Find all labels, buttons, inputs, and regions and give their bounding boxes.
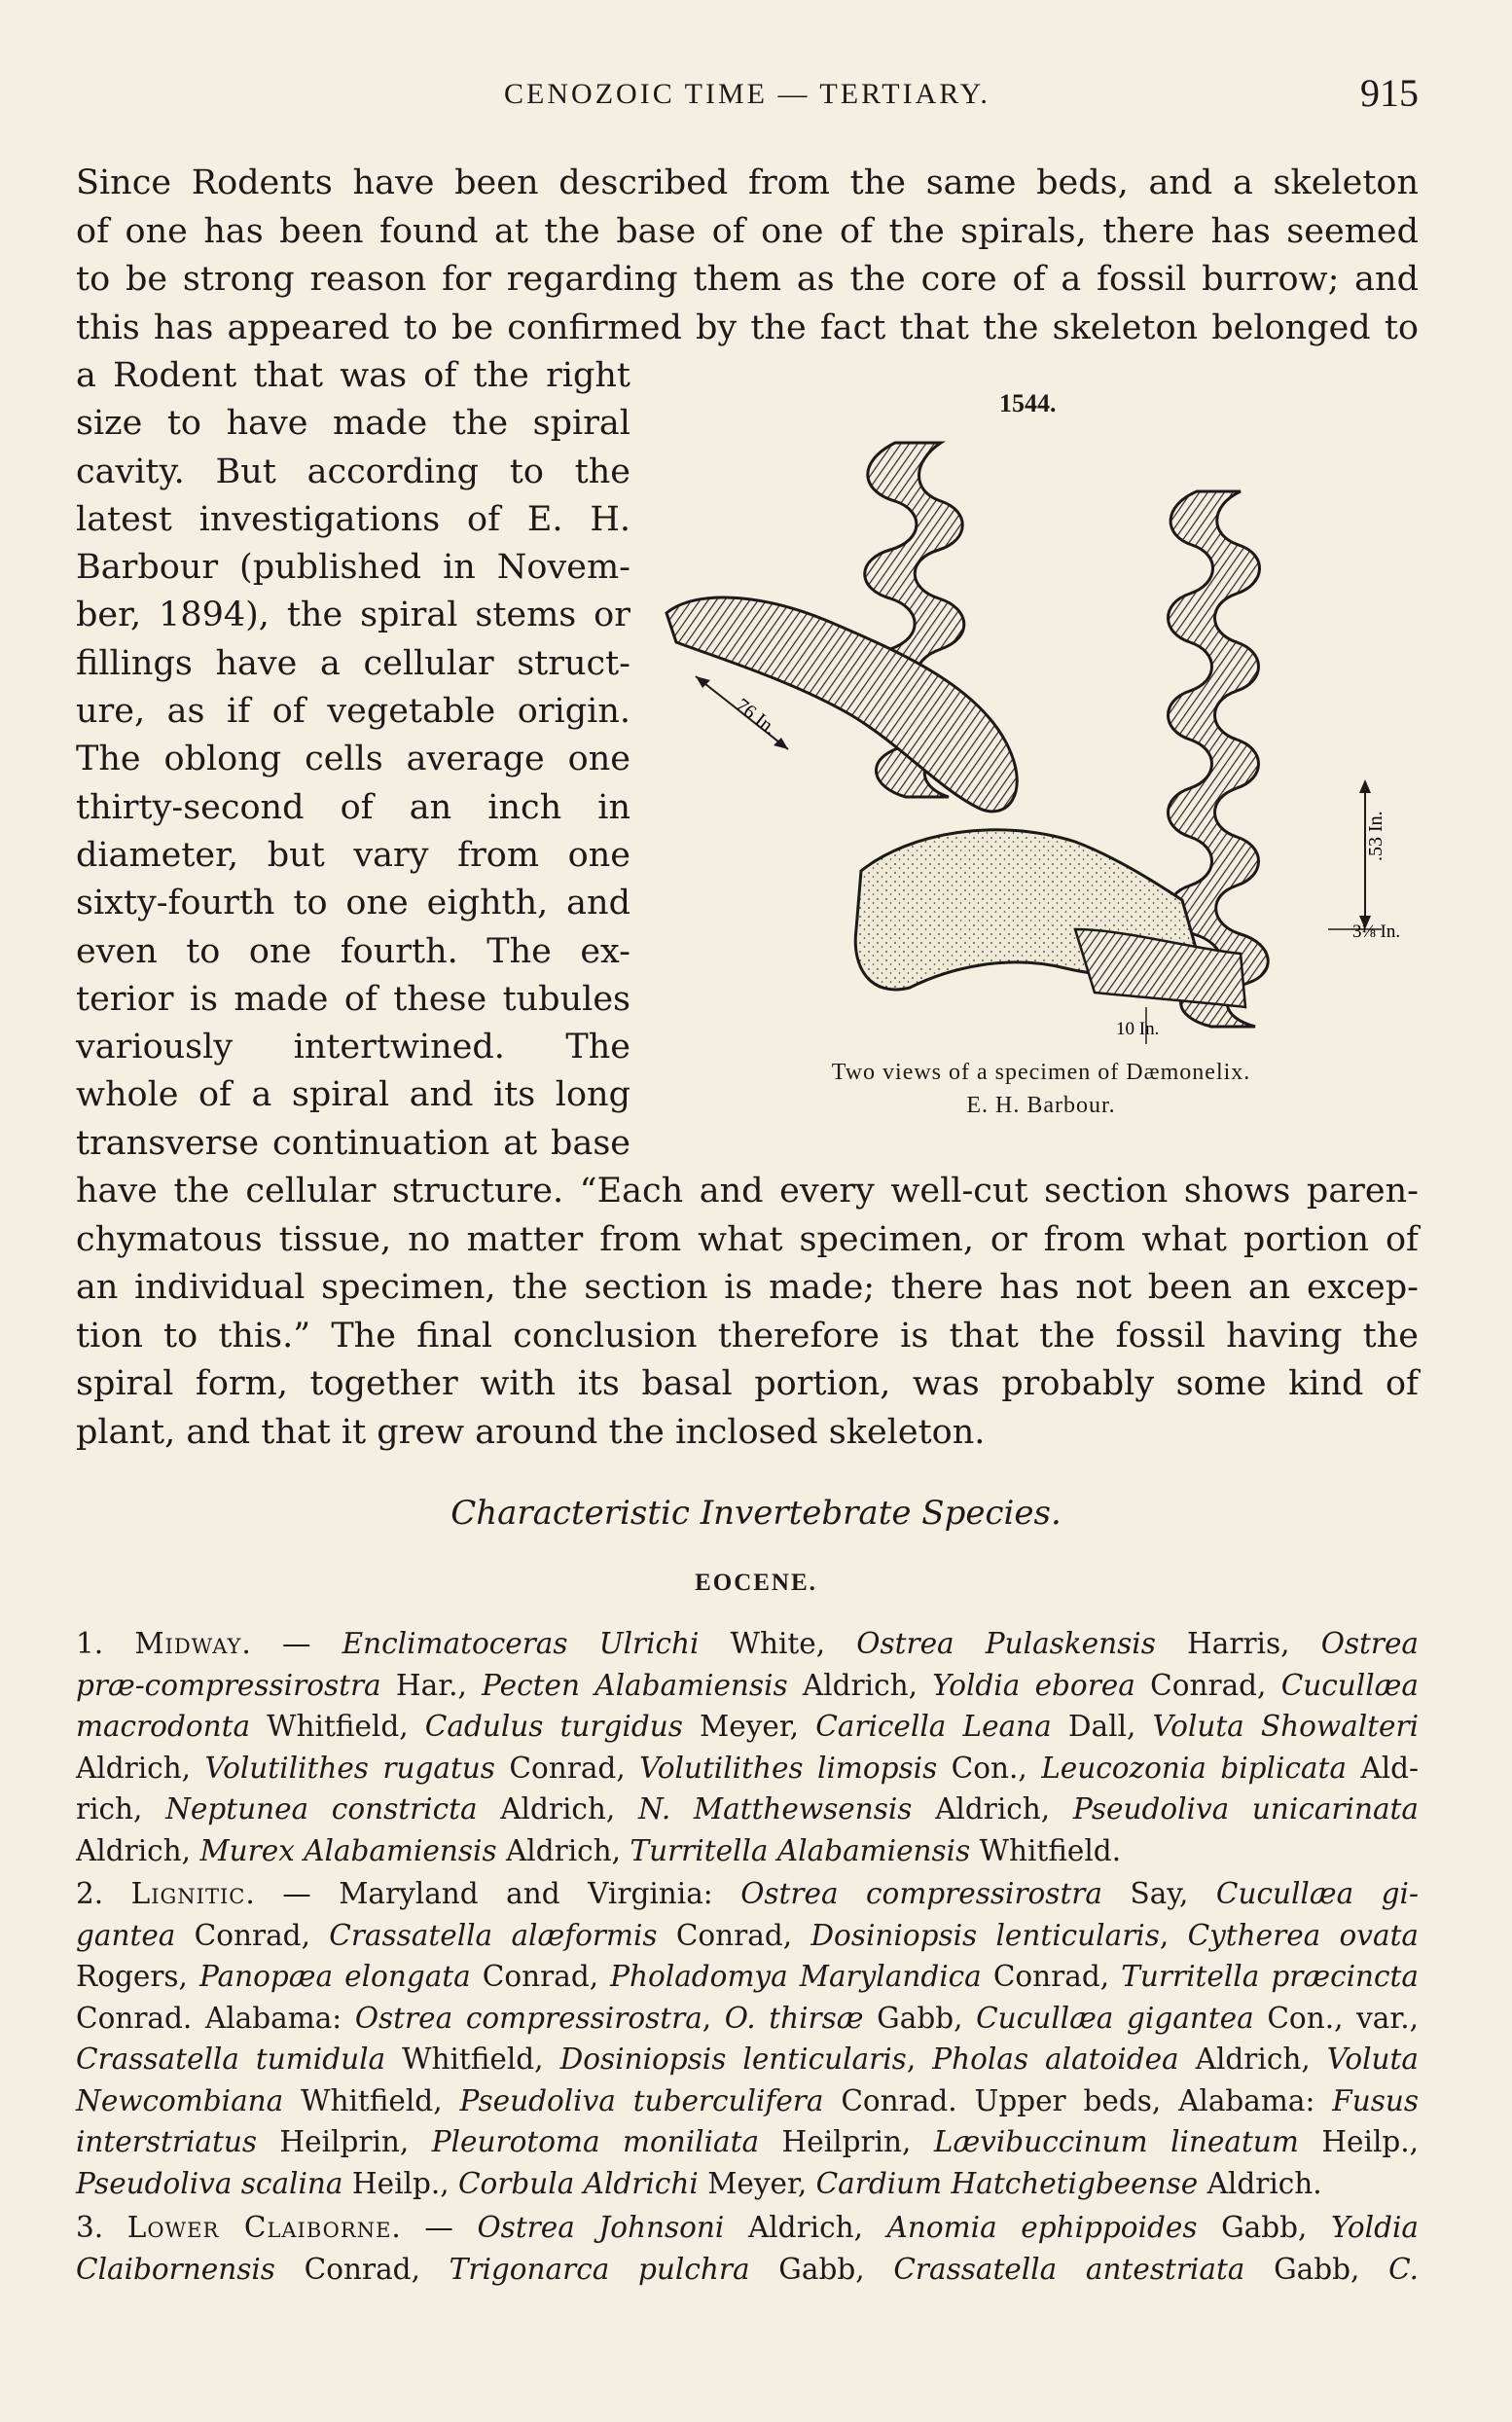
daemonelix-illustration	[657, 423, 1425, 1066]
figure-caption	[657, 1056, 1425, 1122]
entry-line: Claibornensis Conrad, Trigonarca pulchra Gabb, Crassatella antestriata Gabb, C.	[76, 2252, 1420, 2286]
intro-paragraph	[76, 160, 1419, 352]
text-line: chymatous tissue, no matter from what specimen, or from what portion of	[76, 1219, 1419, 1259]
entry-line: præ-compressirostra Har., Pecten Alabamiensis Aldrich, Yoldia eborea Conrad, Cucullæa	[76, 1668, 1419, 1702]
text-line: thirty-second of an inch in	[76, 787, 630, 827]
text-line: variously intertwined. The	[76, 1028, 630, 1067]
text-line: spiral form, together with its basal portion, was probably some kind of	[76, 1364, 1419, 1403]
text-line: diameter, but vary from one	[76, 835, 630, 875]
entry-line: 1. Midway. — Enclimatoceras Ulrichi White, Ostrea Pulaskensis Harris, Ostrea	[76, 1627, 1420, 1660]
page-header	[76, 70, 1419, 128]
entry-line: Aldrich, Volutilithes rugatus Conrad, Volutilithes limopsis Con., Leucozonia biplicata Ald-	[76, 1751, 1420, 1785]
figure-number: 1544.	[999, 389, 1057, 417]
text-line: Since Rodents have been described from the same beds, and a skeleton	[76, 163, 1419, 202]
entry-line: Newcombiana Whitfield, Pseudoliva tuberculifera Conrad. Upper beds, Alabama: Fusus	[76, 2083, 1419, 2117]
dimension-label-right: 3⅛ In.	[1352, 922, 1401, 942]
text-line: ber, 1894), the spiral stems or	[76, 596, 630, 635]
continuation-paragraph	[76, 1168, 1419, 1457]
text-line: size to have made the spiral	[76, 404, 630, 444]
text-line: cavity. But according to the	[76, 452, 630, 491]
figure-daemonelix	[657, 384, 1425, 1139]
section-title: Characteristic Invertebrate Species.	[450, 1494, 1062, 1533]
text-line: this has appeared to be confirmed by the fact that the skeleton belonged to	[76, 307, 1419, 347]
text-line: terior is made of these tubules	[76, 979, 630, 1019]
text-line: sixty-fourth to one eighth, and	[76, 884, 630, 923]
text-line: even to one fourth. The ex-	[76, 931, 630, 971]
text-line: of one has been found at the base of one of the spirals, there has seemed	[76, 211, 1419, 251]
entry-line: macrodonta Whitfield, Cadulus turgidus Meyer, Caricella Leana Dall, Voluta Showalteri	[76, 1710, 1420, 1743]
text-line: a Rodent that was of the right	[76, 356, 630, 395]
entry-line: interstriatus Heilprin, Pleurotoma moniliata Heilprin, Lævibuccinum lineatum Heilp.,	[76, 2125, 1420, 2158]
entry-line: 3. Lower Claiborne. — Ostrea Johnsoni Aldrich, Anomia ephippoides Gabb, Yoldia	[76, 2211, 1419, 2244]
entry-line: Conrad. Alabama: Ostrea compressirostra, O. thirsæ Gabb, Cucullæa gigantea Con., var.,	[76, 2001, 1419, 2035]
entry-line: rich, Neptunea constricta Aldrich, N. Matthewsensis Aldrich, Pseudoliva unicarinata	[76, 1792, 1419, 1826]
entry-line: Rogers, Panopæa elongata Conrad, Pholadomya Marylandica Conrad, Turritella præcincta	[76, 1960, 1419, 1993]
entry-line: 2. Lignitic. — Maryland and Virginia: Ostrea compressirostra Say, Cucullæa gi-	[76, 1877, 1419, 1910]
text-line: transverse continuation at base	[76, 1123, 630, 1163]
dimension-label-bottom: 10 In.	[1116, 1019, 1160, 1039]
caption-line: Two views of a specimen of Dæmonelix.	[831, 1060, 1251, 1085]
text-line: to be strong reason for regarding them as the core of a fossil burrow; and	[76, 260, 1419, 299]
dimension-label-diagonal: 76 In.	[731, 694, 781, 740]
text-line: latest investigations of E. H.	[76, 499, 630, 539]
dimension-label-vertical: .53 In.	[1365, 811, 1386, 861]
species-entry-lower-claiborne	[76, 2207, 1419, 2290]
text-line: Barbour (published in Novem-	[76, 548, 630, 588]
entry-line: Aldrich, Murex Alabamiensis Aldrich, Turritella Alabamiensis Whitfield.	[76, 1833, 1122, 1867]
species-entry-lignitic	[76, 1873, 1419, 2204]
text-line: have the cellular structure. “Each and every well-cut section shows paren-	[76, 1172, 1419, 1211]
text-line: The oblong cells average one	[76, 740, 630, 779]
wrapped-paragraph	[76, 352, 630, 1168]
text-line: fillings have a cellular struct-	[76, 643, 630, 683]
text-line: whole of a spiral and its long	[76, 1075, 630, 1115]
entry-line: gantea Conrad, Crassatella alæformis Conrad, Dosiniopsis lenticularis, Cytherea ovata	[76, 1918, 1420, 1952]
running-head: CENOZOIC TIME — TERTIARY.	[504, 78, 990, 110]
page-number: 915	[1360, 71, 1419, 115]
species-entry-midway	[76, 1623, 1419, 1871]
text-line: an individual specimen, the section is made; there has not been an excep-	[76, 1268, 1419, 1307]
subsection-title: EOCENE.	[695, 1570, 817, 1596]
text-line: ure, as if of vegetable origin.	[76, 692, 630, 732]
entry-line: Crassatella tumidula Whitfield, Dosiniopsis lenticularis, Pholas alatoidea Aldrich, Voluta	[76, 2042, 1419, 2076]
entry-line: Pseudoliva scalina Heilp., Corbula Aldrichi Meyer, Cardium Hatchetigbeense Aldrich.	[76, 2166, 1322, 2200]
text-line: tion to this.” The final conclusion therefore is that the fossil having the	[76, 1316, 1419, 1356]
text-line: plant, and that it grew around the inclosed skeleton.	[76, 1412, 986, 1452]
caption-credit: E. H. Barbour.	[966, 1093, 1116, 1118]
